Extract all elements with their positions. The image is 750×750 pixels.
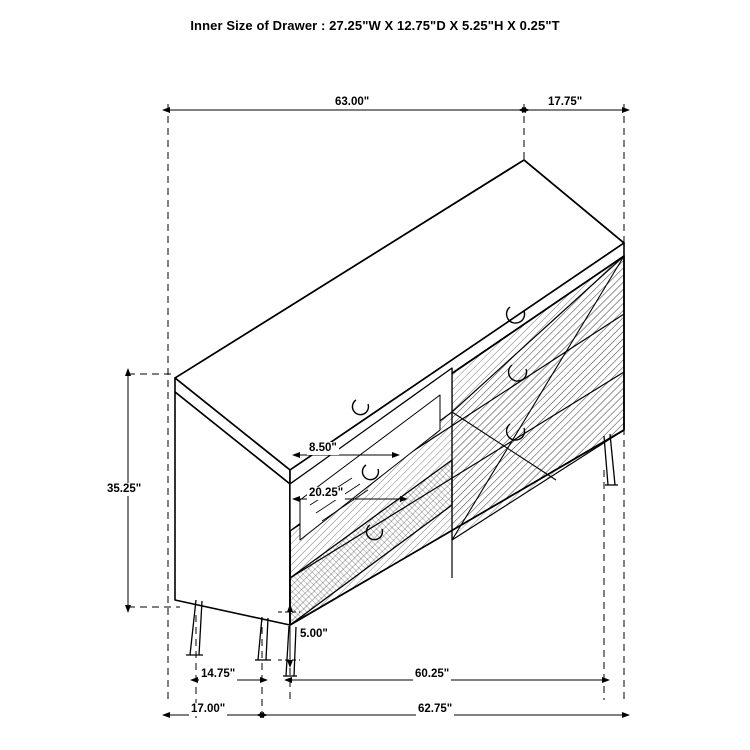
dim-label-side-depth: 14.75" (201, 668, 236, 680)
leg-mid-left (258, 617, 268, 660)
dim-label-top-depth: 17.75" (548, 96, 583, 108)
dim-label-drawer-height: 8.50" (309, 442, 337, 454)
dim-label-top-width: 63.00" (335, 96, 370, 108)
dresser-illustration (175, 160, 624, 676)
dim-label-drawer-width: 20.25" (309, 487, 344, 499)
dim-label-height: 35.25" (107, 483, 142, 495)
dim-label-base-width: 62.75" (418, 703, 453, 715)
page-title: Inner Size of Drawer : 27.25"W X 12.75"D X 5.25"H X 0.25"T (190, 18, 560, 33)
dim-label-leg-height: 5.00" (300, 628, 328, 640)
dim-label-base-depth: 17.00" (191, 703, 226, 715)
dim-label-front-width: 60.25" (415, 668, 450, 680)
leg-back-right (286, 626, 296, 676)
